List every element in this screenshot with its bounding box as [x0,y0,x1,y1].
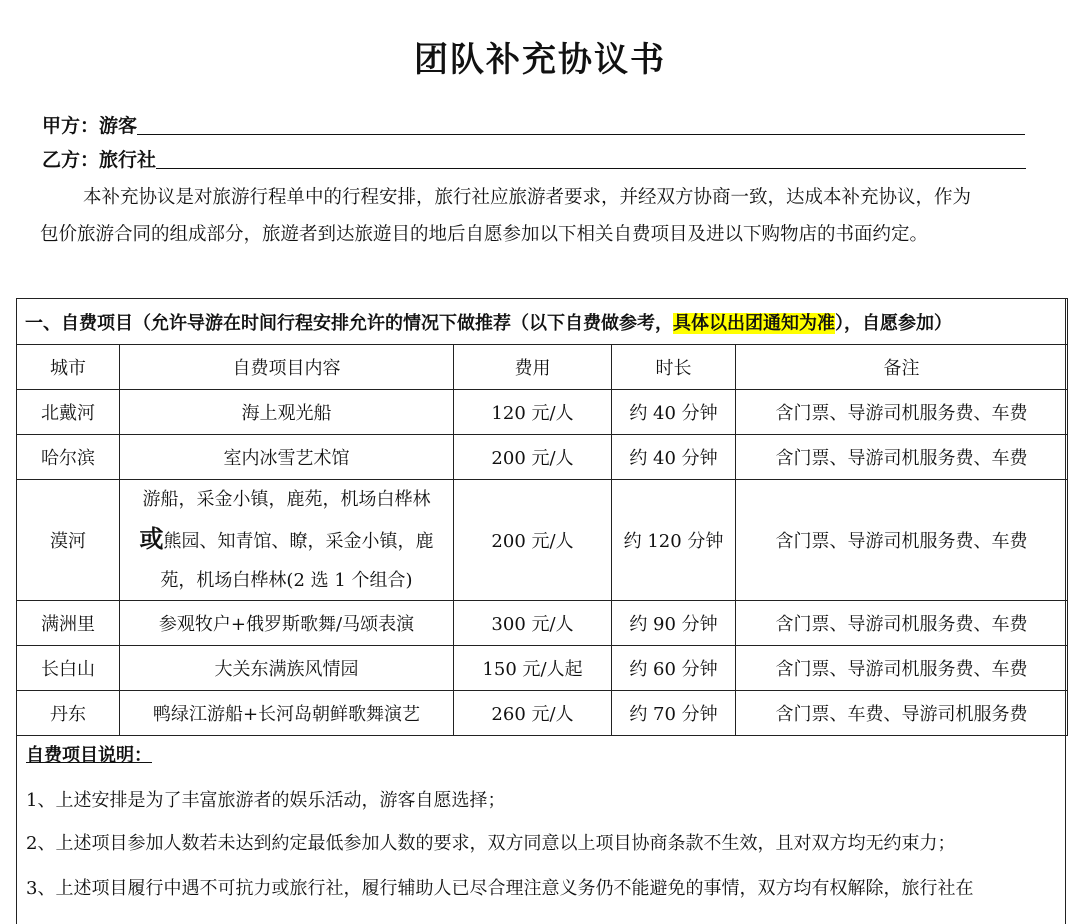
document-title: 团队补充协议书 [414,40,666,80]
note-item-1: 1、上述安排是为了丰富旅游者的娱乐活动，游客自愿选择； [26,790,506,811]
cell-note: 含门票、导游司机服务费、车费 [736,480,1068,601]
item-line-2-text: 熊园、知青馆、瞭，采金小镇，鹿 [163,531,434,552]
table-row [17,691,1068,736]
cell-note: 含门票、导游司机服务费、车费 [736,390,1068,435]
cell-city: 丹东 [17,691,120,736]
table-row [17,390,1068,435]
section-heading-highlight: 具体以出团通知为准 [673,312,835,334]
cell-city: 满洲里 [17,601,120,646]
header-duration: 时长 [612,345,736,390]
party-a-label: 甲方：游客 [42,115,138,137]
item-line-2 [120,519,453,561]
intro-paragraph [40,179,1040,253]
item-line-3: 苑，机场白桦林(2 选 1 个组合) [160,570,413,591]
cell-duration: 约 90 分钟 [612,601,736,646]
cell-note: 含门票、导游司机服务费、车费 [736,435,1068,480]
cell-city: 北戴河 [17,390,120,435]
intro-line-2: 包价旅游合同的组成部分，旅遊者到达旅遊目的地后自愿参加以下相关自费项目及进以下购物店的书面约定。 [40,224,929,245]
cell-duration: 约 70 分钟 [612,691,736,736]
cell-duration: 约 60 分钟 [612,646,736,691]
cell-item: 海上观光船 [120,390,454,435]
party-a-underline [137,134,1025,135]
cell-fee: 200 元/人 [454,480,612,601]
header-note: 备注 [736,345,1068,390]
cell-note: 含门票、车费、导游司机服务费 [736,691,1068,736]
party-a-row [42,110,1025,138]
header-fee: 费用 [454,345,612,390]
item-or: 或 [139,524,164,553]
cell-city: 漠河 [17,480,120,601]
item-line-1: 游船，采金小镇，鹿苑，机场白桦林 [142,489,431,510]
cell-note: 含门票、导游司机服务费、车费 [736,646,1068,691]
cell-fee: 260 元/人 [454,691,612,736]
cell-item-multiline [120,480,454,601]
self-pay-table [16,298,1068,736]
table-header-row [17,345,1068,390]
table-row [17,435,1068,480]
cell-duration: 约 40 分钟 [612,435,736,480]
header-city: 城市 [17,345,120,390]
party-b-label: 乙方：旅行社 [42,149,157,171]
cell-fee: 150 元/人起 [454,646,612,691]
cell-fee: 120 元/人 [454,390,612,435]
section-heading-post: ），自愿参加） [835,312,952,334]
cell-item: 室内冰雪艺术馆 [120,435,454,480]
cell-fee: 200 元/人 [454,435,612,480]
cell-city: 长白山 [17,646,120,691]
intro-line-1: 本补充协议是对旅游行程单中的行程安排，旅行社应旅游者要求，并经双方协商一致，达成本补充协议，作为 [83,187,972,208]
cell-fee: 300 元/人 [454,601,612,646]
cell-duration: 约 40 分钟 [612,390,736,435]
header-item: 自费项目内容 [120,345,454,390]
note-item-3: 3、上述项目履行中遇不可抗力或旅行社，履行辅助人已尽合理注意义务仍不能避免的事情，双方均有权解除，旅行社在 [26,878,974,899]
cell-duration: 约 120 分钟 [612,480,736,601]
section-heading [17,299,1068,345]
cell-city: 哈尔滨 [17,435,120,480]
cell-item: 大关东满族风情园 [120,646,454,691]
table-row [17,480,1068,601]
table-row [17,601,1068,646]
table-row [17,646,1068,691]
cell-item: 鸭绿江游船+长河岛朝鲜歌舞演艺 [120,691,454,736]
section-heading-pre: 一、自费项目（允许导游在时间行程安排允许的情况下做推荐（以下自费做参考， [25,312,673,334]
notes-title: 自费项目说明： [26,745,152,766]
note-item-2: 2、上述项目参加人数若未达到約定最低参加人数的要求，双方同意以上项目协商条款不生效，且对双方均无约束力； [26,833,956,854]
party-b-underline [156,168,1026,169]
cell-item: 参观牧户+俄罗斯歌舞/马颂表演 [120,601,454,646]
cell-note: 含门票、导游司机服务费、车费 [736,601,1068,646]
party-b-row [42,144,1026,172]
